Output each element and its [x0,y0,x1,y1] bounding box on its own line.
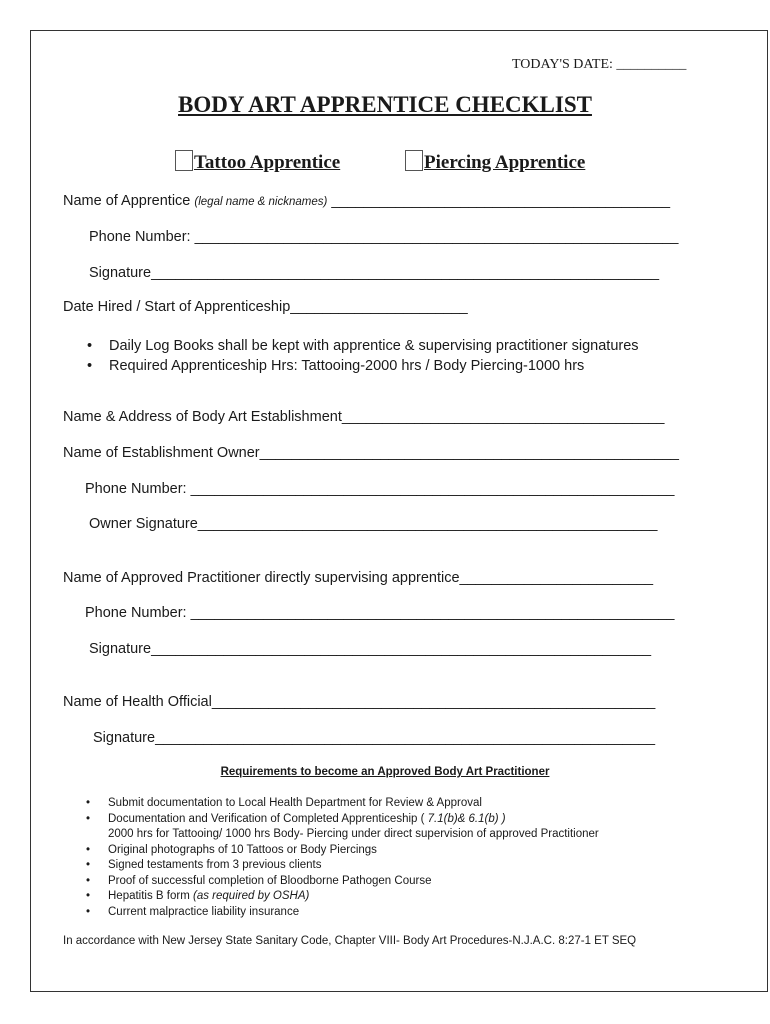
list-item: • Required Apprenticeship Hrs: Tattooing-2000 hrs / Body Piercing-1000 hrs [109,356,639,376]
page-title: BODY ART APPRENTICE CHECKLIST [178,92,592,117]
requirement-note: (as required by OSHA) [193,890,310,902]
requirements-list [108,796,599,920]
date-hired-field[interactable]: Date Hired / Start of Apprenticeship______________________ [63,299,468,315]
practitioner-phone-field[interactable]: Phone Number: ____________________________________________________________ [85,605,675,621]
regulation-reference: 7.1(b)& 6.1(b) ) [424,812,506,825]
apprentice-name-label: Name of Apprentice [63,193,191,209]
apprentice-name-line[interactable]: __________________________________________ [327,193,671,209]
requirement-text: Hepatitis B form [108,890,190,902]
requirement-text: Documentation and Verification of Completed Apprenticeship ( [108,812,425,825]
tattoo-apprentice-option[interactable] [175,150,340,174]
piercing-checkbox[interactable] [405,150,423,171]
list-item: • Daily Log Books shall be kept with apprentice & supervising practitioner signatures [109,336,639,356]
health-official-field[interactable]: Name of Health Official_______________________________________________________ [63,694,656,710]
list-item: • Original photographs of 10 Tattoos or Body Piercings [108,843,599,859]
footer-citation: In accordance with New Jersey State Sanitary Code, Chapter VIII- Body Art Procedures-N.J.A.C. 8:27-1 ET SEQ [63,935,637,947]
owner-signature-field[interactable]: Owner Signature_________________________________________________________ [89,516,658,532]
practitioner-name-field[interactable]: Name of Approved Practitioner directly supervising apprentice________________________ [63,570,654,586]
apprenticeship-rules-list [109,336,639,376]
health-official-signature-field[interactable]: Signature______________________________________________________________ [93,730,656,746]
apprentice-name-field[interactable] [63,193,670,209]
piercing-label: Piercing Apprentice [424,152,586,173]
list-item [108,812,599,843]
tattoo-label: Tattoo Apprentice [194,152,341,173]
apprentice-phone-field[interactable]: Phone Number: ____________________________________________________________ [89,229,679,245]
establishment-owner-field[interactable]: Name of Establishment Owner____________________________________________________ [63,445,679,461]
establishment-name-field[interactable]: Name & Address of Body Art Establishment________________________________________ [63,409,665,425]
apprentice-name-note: (legal name & nicknames) [194,196,328,208]
piercing-apprentice-option[interactable] [405,150,585,174]
list-item: • Current malpractice liability insurance [108,905,599,921]
apprentice-signature-field[interactable]: Signature_______________________________________________________________ [89,265,660,281]
list-item [108,889,599,905]
requirements-heading: Requirements to become an Approved Body Art Practitioner [220,766,550,778]
todays-date-field[interactable]: TODAY'S DATE: __________ [512,57,687,72]
list-item: • Submit documentation to Local Health Department for Review & Approval [108,796,599,812]
list-item: • Signed testaments from 3 previous clients [108,858,599,874]
requirement-continuation: 2000 hrs for Tattooing/ 1000 hrs Body- Piercing under direct supervision of approved Practitioner [108,828,599,840]
practitioner-signature-field[interactable]: Signature______________________________________________________________ [89,641,652,657]
tattoo-checkbox[interactable] [175,150,193,171]
owner-phone-field[interactable]: Phone Number: ____________________________________________________________ [85,481,675,497]
list-item: • Proof of successful completion of Bloodborne Pathogen Course [108,874,599,890]
